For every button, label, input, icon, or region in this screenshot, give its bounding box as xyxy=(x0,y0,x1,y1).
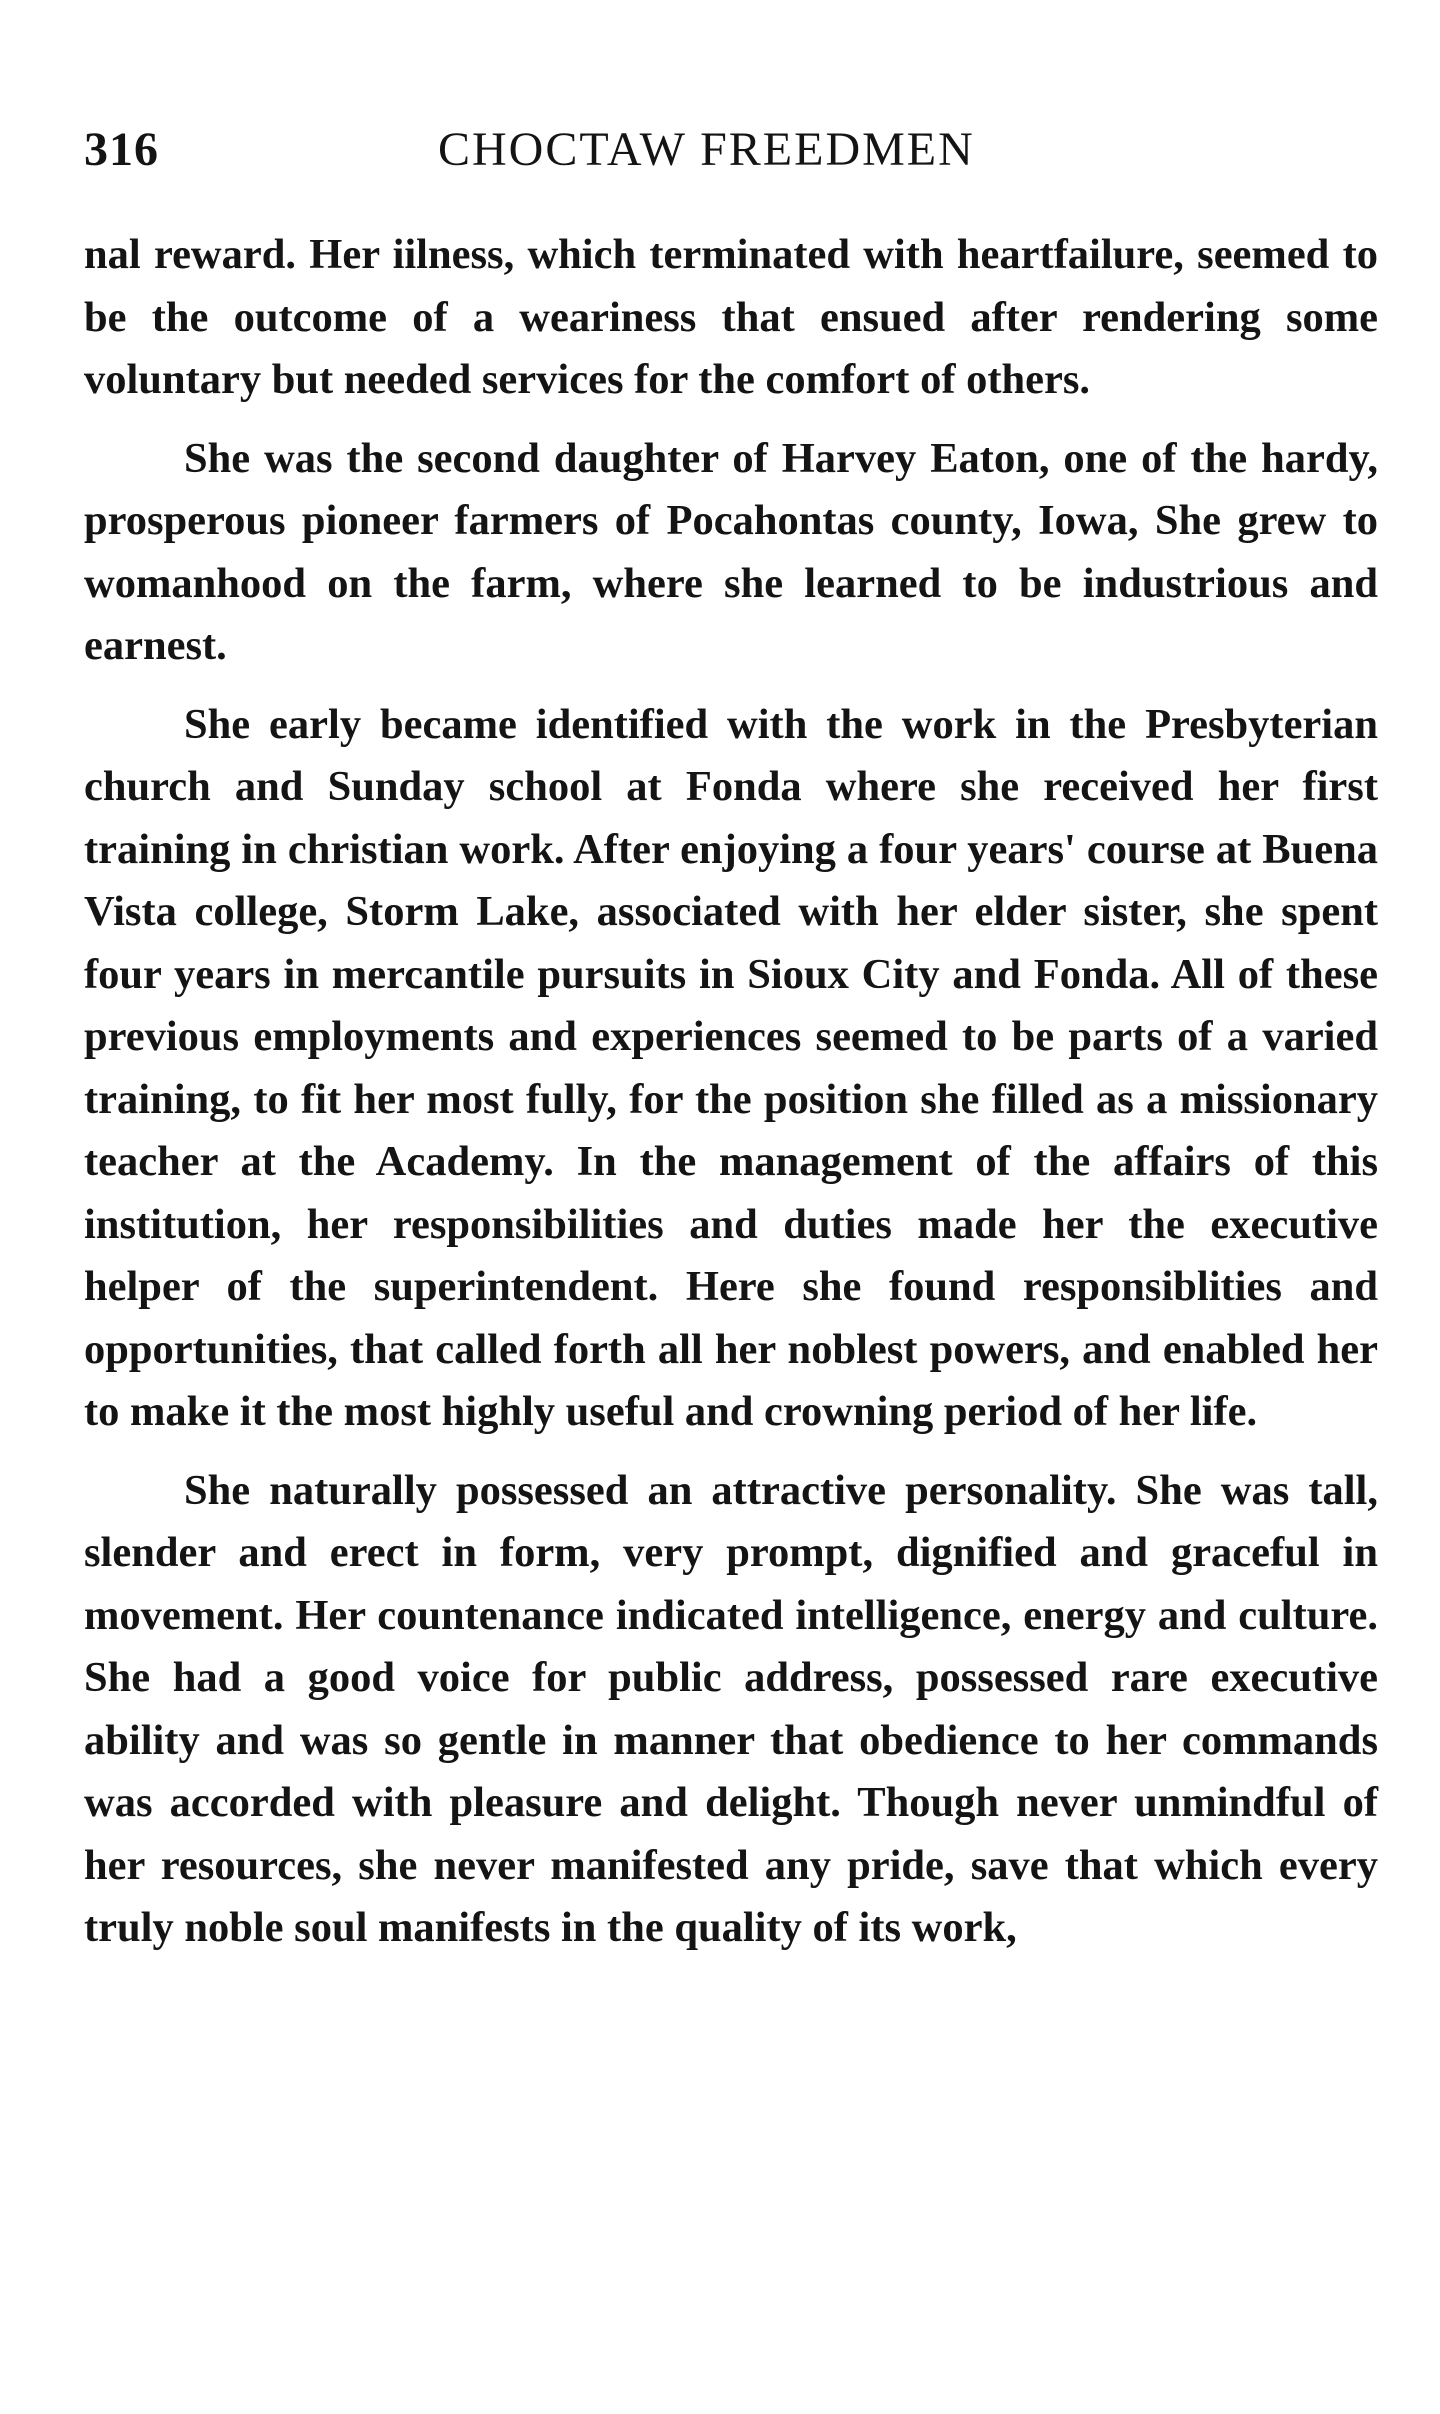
page-number: 316 xyxy=(84,123,159,176)
running-title: CHOCTAW FREEDMEN xyxy=(438,123,975,176)
page-header xyxy=(84,110,1378,190)
paragraph-continuation: nal reward. Her iilness, which terminated with heartfailure, seemed to be the outcome of a weariness that ensued after rendering some voluntary but needed services for the comfort of others. xyxy=(84,231,1378,403)
paragraph: She was the second daughter of Harvey Eaton, one of the hardy, prosperous pioneer farmers of Pocahontas county, Iowa, She grew to womanhood on the farm, where she learned to be industrious and earnest. xyxy=(84,434,1378,669)
paragraph: She naturally possessed an attractive personality. She was tall, slender and erect in form, very prompt, dignified and graceful in movement. Her countenance indicated intelligence, energy and culture. She had a good voice for public address, possessed rare executive ability and was so gentle in manner that obedience to her commands was accorded with pleasure and delight. Though never unmindful of her resources, she never manifested any pride, save that which every truly noble soul manifests in the quality of its work, xyxy=(84,1466,1378,1951)
paragraph: She early became identified with the work in the Presbyterian church and Sunday school at Fonda where she received her first training in christian work. After enjoying a four years' course at Buena Vista college, Storm Lake, associated with her elder sister, she spent four years in mercantile pursuits in Sioux City and Fonda. All of these previous employments and experiences seemed to be parts of a varied training, to fit her most fully, for the position she filled as a missionary teacher at the Academy. In the management of the affairs of this institution, her responsibilities and duties made her the executive helper of the superintendent. Here she found responsiblities and opportunities, that called forth all her noblest powers, and enabled her to make it the most highly useful and crowning period of her life. xyxy=(84,700,1378,1435)
book-page xyxy=(84,110,1378,1976)
body-text xyxy=(84,224,1378,1960)
